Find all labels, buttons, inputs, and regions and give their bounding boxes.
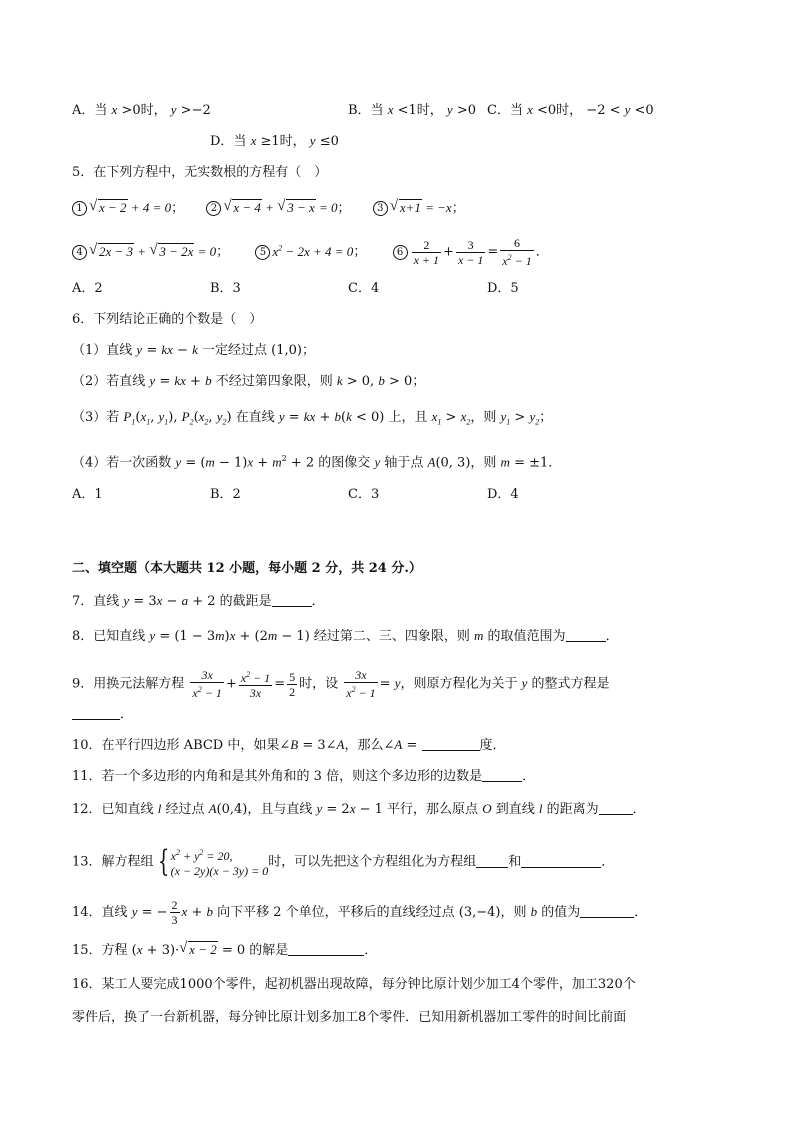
q6-statement-3: （3）若 $P_1(x_1$, $y_1$), $P_2(x_2$, $y_2$) 在直线 y = kx + b(k < 0) 上，且 $x_1 > x_2$，则 $y_1 > y_2$； xyxy=(72,409,553,427)
q5-stem: 5．在下列方程中，无实数根的方程有（ ） xyxy=(72,165,328,180)
q9: 9．用换元法解方程 $\frac{3x}{x^2 - 1}$ + $\frac{x^2 - 1}{3x}$ = $\frac{5}{2}$ 时，设 $\frac{3x}{x^2 - 1}$ = y，则原方程化为关于 y 的整式方程是 xyxy=(72,668,610,700)
q5-equations-row1: 1√ x − 2 + 4 = 0； 2√ x − 4 + √ 3 − x = 0； 3√ x+1 = −x； xyxy=(72,199,465,218)
q5-option-d: D．5 xyxy=(487,281,519,296)
q11: 11．若一个多边形的内角和是其外角和的 3 倍，则这个多边形的边数是 ． xyxy=(72,769,536,784)
section-2-heading: 二、填空题（本大题共 12 小题，每小题 2 分，共 24 分.） xyxy=(72,561,422,576)
q5-option-b: B．3 xyxy=(210,281,241,296)
q6-stem: 6．下列结论正确的个数是（ ） xyxy=(72,312,263,327)
q6-statement-4: （4）若一次函数 $y = (m - 1)x + m^2 + 2$ 的图像交 y 轴于点 A(0, 3)，则 m = ±1． xyxy=(72,454,562,471)
q4-option-d: D．当 x ≥1时， y ≤0 xyxy=(210,133,339,149)
q16-line-1: 16．某工人要完成1000个零件，起初机器出现故障，每分钟比原计划少加工4个零件，加工320个 xyxy=(72,977,636,992)
q10: 10．在平行四边形 ABCD 中，如果∠B = 3∠A，那么∠A = 度． xyxy=(72,737,506,753)
q6-option-b: B．2 xyxy=(210,487,241,502)
q5-option-a: A．2 xyxy=(72,281,103,296)
q4-option-c: C．当 x <0时， −2 < y <0 xyxy=(487,102,654,118)
q13: 13．解方程组 { $x^2 + y^2 = 20$, (x − 2y)(x − 3y) = 0时，可以先把这个方程组化为方程组 和 ． xyxy=(72,844,615,879)
q6-option-d: D．4 xyxy=(487,487,519,502)
q6-option-a: A．1 xyxy=(72,487,103,502)
q16-line-2: 零件后，换了一台新机器，每分钟比原计划多加工8个零件．已知用新机器加工零件的时间比前面 xyxy=(72,1010,627,1025)
q6-option-c: C．3 xyxy=(348,487,380,502)
q15: 15．方程 (x + 3)·√ x − 2 = 0 的解是 ． xyxy=(72,941,377,960)
q9-answer-blank[interactable]: ． xyxy=(72,706,133,724)
q4-option-a: A．当 x >0时， y >−2 xyxy=(72,102,211,118)
q5-equations-row2: 4√ 2x − 3 + √ 3 − 2x = 0； 5 $x^2 - 2x + 4 = 0$； 6 $\frac{2}{x + 1}$ + $\frac{3}{x - 1}$ = $\frac{6}{x^2 - 1}$ ． xyxy=(72,236,549,268)
q8: 8．已知直线 y = (1 − 3m)x + (2m − 1) 经过第二、三、四象限，则 m 的取值范围为 ． xyxy=(72,628,619,644)
q12: 12．已知直线 l 经过点 A(0,4)，且与直线 y = 2x − 1 平行，那么原点 O 到直线 l 的距离为 ． xyxy=(72,801,646,817)
q6-statement-1: （1）直线 y = kx − k 一定经过点 (1,0)； xyxy=(72,342,315,358)
q5-option-c: C．4 xyxy=(348,281,380,296)
q4-option-b: B．当 x <1时， y >0 xyxy=(348,102,476,118)
q7: 7．直线 y = 3x − a + 2 的截距是 ． xyxy=(72,593,325,609)
q14: 14．直线 y = − $\frac{2}{3}$ x + b 向下平移 2 个单位，平移后的直线经过点 (3,−4)，则 b 的值为 ． xyxy=(72,898,648,927)
q6-statement-2: （2）若直线 y = kx + b 不经过第四象限，则 k > 0, b > 0； xyxy=(72,373,426,389)
